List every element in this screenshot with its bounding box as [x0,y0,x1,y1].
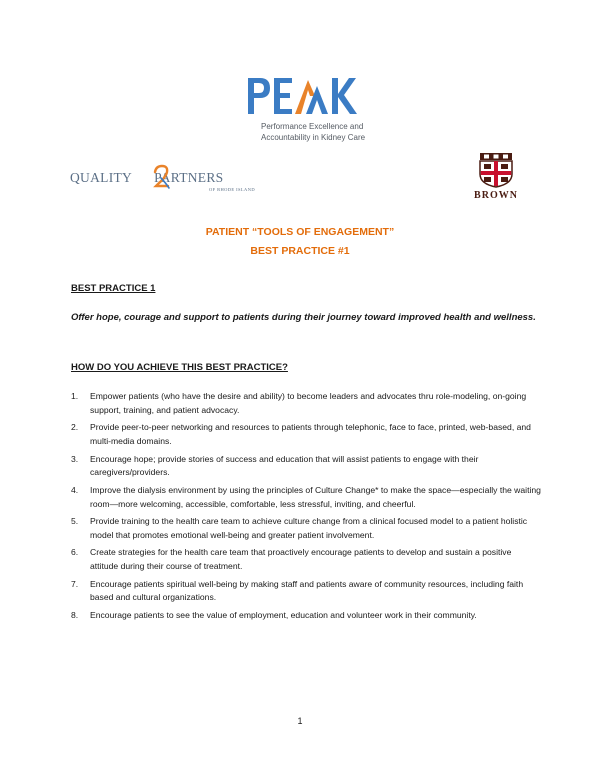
list-item-text: Provide peer-to-peer networking and resources to patients through telephonic, face to face, printed, web-based, and multi-media domains. [90,422,531,446]
list-item [71,390,541,417]
list-item-number: 4. [71,484,79,495]
partners-word: PARTNERS [154,170,224,185]
list-item-text: Encourage patients spiritual well-being by making staff and patients aware of community resources, including faith based and cultural organizations. [90,578,524,603]
practice-steps-list [71,390,541,627]
brown-shield-icon [477,152,515,188]
list-item-number: 3. [71,453,79,464]
peak-tagline-line2: Accountability in Kidney Care [261,132,366,142]
quality-partners-name [70,170,223,186]
document-title-line1: PATIENT “TOOLS OF ENGAGEMENT” [205,226,395,238]
best-practice-heading: BEST PRACTICE 1 [71,283,156,294]
list-item [71,515,541,542]
list-item-text: Encourage hope; provide stories of success and education that will assist patients to engage with their caregivers/providers. [90,453,479,478]
list-item-text: Create strategies for the health care team that proactively encourage patients to develop and sustain a positive attitude during their course of treatment. [90,547,512,572]
peak-logo [246,74,376,154]
list-item-text: Encourage patients to see the value of employment, education and volunteer work in their community. [90,610,477,621]
document-title-line2: BEST PRACTICE #1 [250,245,350,257]
quality-partners-emblem-icon [152,164,170,190]
list-item [71,578,541,605]
brown-wordmark: BROWN [474,190,518,201]
page-number: 1 [297,716,303,726]
list-item-text: Empower patients (who have the desire and ability) to become leaders and advocates thru role-modeling, on-going support, training, and patient advocacy. [90,391,527,415]
list-item [71,609,541,623]
peak-tagline-line1: Performance Excellence and [261,122,364,131]
list-item-number: 7. [71,578,79,589]
list-item-number: 8. [71,610,79,621]
quality-partners-logo [70,162,256,196]
list-item-text: Improve the dialysis environment by using the principles of Culture Change* to make the space—especially the waiting room—more welcoming, accessible, comfortable, less stressful, inviting, and cheerful. [90,484,541,509]
list-item-number: 5. [71,516,79,527]
list-item [71,546,541,573]
list-item-number: 1. [71,391,79,401]
list-item-text: Provide training to the health care team to achieve culture change from a clinical focused model to a patient holistic model that promotes emotional well-being and greater patient involvement. [90,516,528,540]
list-item [71,421,541,448]
peak-wordmark [246,74,360,116]
list-item [71,484,541,511]
list-item [71,453,541,480]
quality-word: QUALITY [70,170,133,185]
best-practice-statement: Offer hope, courage and support to patients during their journey toward improved health and wellness. [71,312,536,323]
how-to-achieve-heading: HOW DO YOU ACHIEVE THIS BEST PRACTICE? [71,362,288,373]
peak-tagline [261,122,391,143]
list-item-number: 2. [71,422,79,433]
list-item-number: 6. [71,547,79,558]
brown-logo [466,152,526,204]
quality-partners-subtitle: OF RHODE ISLAND [209,187,256,192]
